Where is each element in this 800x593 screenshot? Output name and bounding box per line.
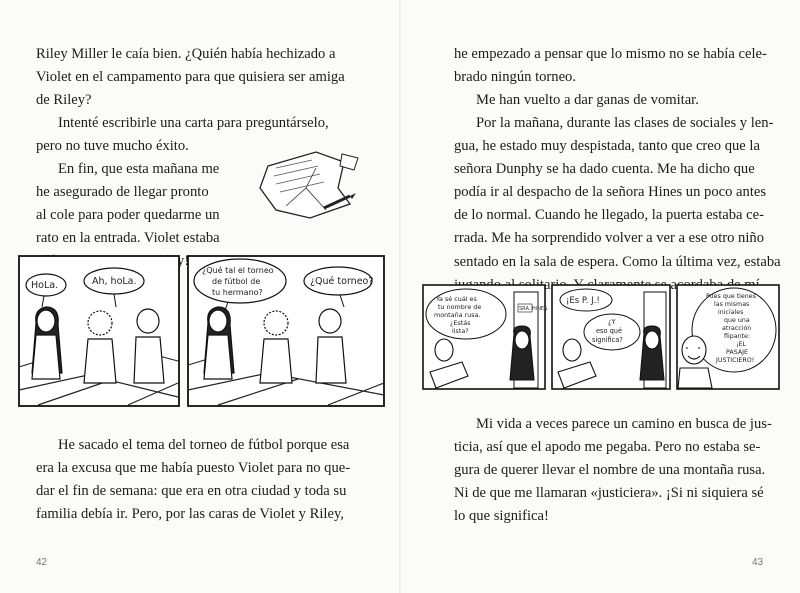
text-line: Intenté escribirle una carta para preguntárselo, xyxy=(58,115,329,131)
text-line: rrada. Me ha sorprendido volver a ver a ese otro niño xyxy=(454,230,765,247)
bubble-nombre-l3: montaña rusa. xyxy=(434,311,481,319)
text-line: podía ir al despacho de la señora Hines un poco antes xyxy=(454,184,767,201)
bubble-pasaje-l4: que una xyxy=(724,317,750,324)
text-line: rato en la entrada. Violet estaba xyxy=(36,230,220,247)
bubble-nombre-l2: tu nombre de xyxy=(438,303,482,311)
bubble-pasaje-l1: Pues que tienes xyxy=(706,293,756,300)
door-sign: SRA. HINES xyxy=(519,306,548,312)
bubble-significa-l1: ¿Y xyxy=(608,318,616,326)
page-number: 42 xyxy=(36,557,48,568)
bubble-nombre-l4: ¿Estás xyxy=(450,319,471,327)
comic-panel-3 xyxy=(677,285,779,389)
comic-strip-left xyxy=(18,255,386,415)
text-line: gura de querer llevar el nombre de una montaña rusa. xyxy=(454,462,766,479)
text-line: lo que significa! xyxy=(454,508,549,525)
text-line: familia debía ir. Pero, por las caras de Violet y Riley, xyxy=(36,506,344,523)
comic-strip-right xyxy=(422,284,780,396)
paragraph-4 xyxy=(454,413,772,528)
text-line: al cole para poder quedarme un xyxy=(36,207,220,224)
bubble-significa-l3: significa? xyxy=(592,336,623,344)
bubble-pasaje-l3: iniciales xyxy=(718,309,744,316)
text-line: Mi vida a veces parece un camino en busca de jus- xyxy=(476,416,772,432)
comic-panel-2 xyxy=(552,285,670,389)
bubble-pasaje-l7: ¡EL xyxy=(736,341,747,348)
bubble-torneo-l2: de fútbol de xyxy=(212,277,261,286)
text-line: He sacado el tema del torneo de fútbol porque esa xyxy=(58,437,350,453)
text-line: de Riley? xyxy=(36,92,92,109)
bubble-pasaje-l8: PASAJE xyxy=(726,349,748,356)
text-line: Por la mañana, durante las clases de sociales y len- xyxy=(476,115,774,131)
bubble-significa-l2: eso qué xyxy=(596,327,623,335)
comic-panel-1 xyxy=(19,256,179,406)
text-line: ticia, así que el apodo me pegaba. Pero no estaba se- xyxy=(454,439,761,456)
text-line: era la excusa que me había puesto Violet para no que- xyxy=(36,460,351,477)
crumpled-letter-illustration xyxy=(246,148,366,230)
text-line: Me han vuelto a dar ganas de vomitar. xyxy=(476,92,699,108)
bubble-torneo-l3: tu hermano? xyxy=(212,288,263,297)
bubble-pasaje-l6: flipante: xyxy=(724,333,751,340)
comic-panel-2 xyxy=(188,256,384,406)
text-line: En fin, que esta mañana me xyxy=(58,161,220,177)
bubble-es-pj: ¡Es P. J.! xyxy=(566,296,600,306)
paragraph-2 xyxy=(454,89,699,112)
bubble-torneo-l1: ¿Qué tal el torneo xyxy=(202,266,274,275)
bubble-nombre-l5: lista? xyxy=(452,327,469,335)
paragraph-1 xyxy=(36,43,345,112)
text-line: Violet en el campamento para que quisiera ser amiga xyxy=(36,69,345,86)
text-line: he empezado a pensar que lo mismo no se había cele- xyxy=(454,46,767,62)
paragraph-1 xyxy=(454,43,767,89)
text-line: gua, he estado muy despistada, tanto que creo que la xyxy=(454,138,760,155)
text-line: dar el fin de semana: que era en otra ciudad y toda su xyxy=(36,483,347,500)
bubble-pasaje-l5: atracción xyxy=(722,325,752,332)
text-line: Ni de que me llamaran «justiciera». ¡Si ni siquiera sé xyxy=(454,485,764,502)
bubble-hola: HoLa. xyxy=(31,280,59,291)
page-number: 43 xyxy=(752,557,764,568)
comic-panel-1 xyxy=(423,285,547,389)
text-line: sentado en la sala de espera. Como la última vez, estaba xyxy=(454,253,781,270)
bubble-pasaje-l2: las mismas xyxy=(714,301,750,308)
text-line: pero no tuve mucho éxito. xyxy=(36,138,189,155)
bubble-ah-hola: Ah, hoLa. xyxy=(92,276,137,287)
bubble-nombre-l1: Ya sé cuál es xyxy=(436,295,477,303)
bubble-pasaje-l9: JUSTICIERO! xyxy=(716,357,755,364)
paragraph-4 xyxy=(36,434,350,526)
bubble-que-torneo: ¿Qué torneo? xyxy=(310,276,374,287)
text-line: he asegurado de llegar pronto xyxy=(36,184,209,201)
paragraph-3 xyxy=(454,112,781,297)
text-line: Riley Miller le caía bien. ¿Quién había hechizado a xyxy=(36,46,336,62)
right-page xyxy=(400,0,800,593)
text-line: de lo normal. Cuando he llegado, la puerta estaba ce- xyxy=(454,207,764,224)
text-line: brado ningún torneo. xyxy=(454,69,576,86)
text-line: señora Dunphy se ha dado cuenta. Me ha dicho que xyxy=(454,161,755,178)
